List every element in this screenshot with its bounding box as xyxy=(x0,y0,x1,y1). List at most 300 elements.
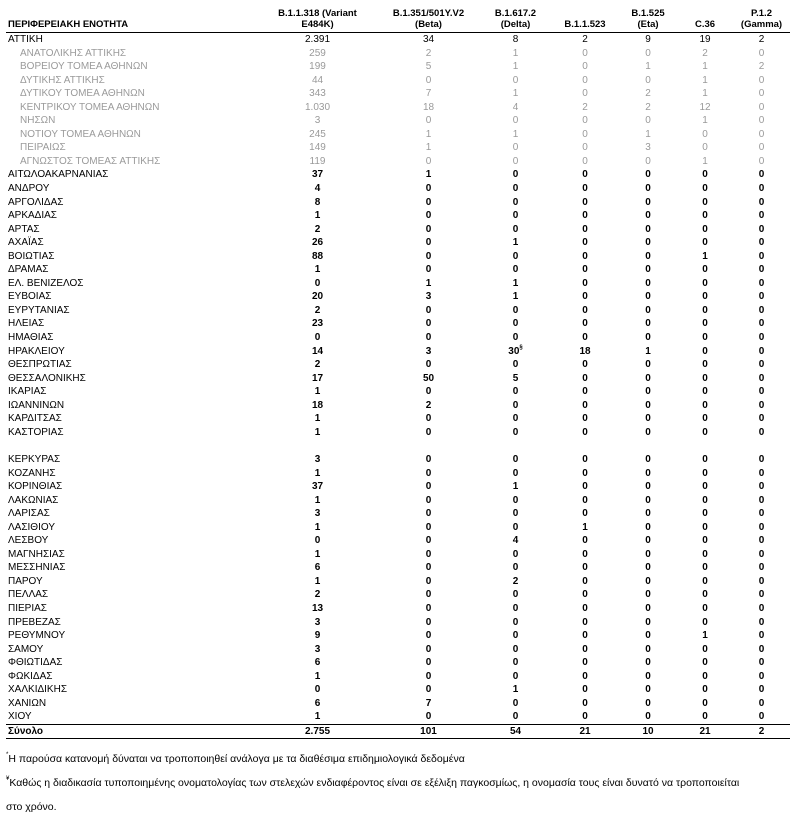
count-value: 0 xyxy=(645,169,651,181)
count-value: 0 xyxy=(645,250,651,262)
footnote-text: Καθώς η διαδικασία τυποποιημένης ονοματολογίας των στελεχών ενδιαφέροντος είναι σε εξέλιξη παγκοσμίως, η ονομασία τους είναι δυνατό να τροποποιείται xyxy=(9,777,740,789)
count-cell xyxy=(619,588,677,602)
count-cell xyxy=(480,724,551,739)
count-value: 0 xyxy=(582,47,588,59)
count-cell xyxy=(551,656,619,670)
count-value: 0 xyxy=(758,101,765,113)
count-cell xyxy=(551,426,619,440)
count-value: 0 xyxy=(425,467,432,479)
count-value: 0 xyxy=(758,413,765,425)
count-cell xyxy=(733,141,790,155)
column-header-line: (Beta) xyxy=(415,19,442,30)
count-value: 2 xyxy=(314,223,321,235)
count-value: 3 xyxy=(314,508,321,520)
count-value: 18 xyxy=(579,345,591,357)
count-value: 0 xyxy=(758,562,765,574)
count-value: 0 xyxy=(582,304,588,316)
count-cell xyxy=(258,724,377,739)
count-cell xyxy=(480,494,551,508)
count-value: 37 xyxy=(311,169,324,181)
count-value: 0 xyxy=(582,359,588,371)
count-value: 0 xyxy=(758,277,765,289)
region-name-cell xyxy=(6,426,258,440)
region-name-cell xyxy=(6,358,258,372)
count-cell xyxy=(619,209,677,223)
count-cell xyxy=(551,277,619,291)
count-value: 5 xyxy=(512,372,519,384)
count-value: 0 xyxy=(512,223,519,235)
count-value: 0 xyxy=(645,223,651,235)
count-value: 0 xyxy=(582,88,588,100)
count-cell xyxy=(480,345,551,359)
count-cell xyxy=(377,358,480,372)
count-value: 0 xyxy=(512,386,519,398)
count-value: 1 xyxy=(314,670,321,682)
count-cell xyxy=(677,345,733,359)
count-value: 0 xyxy=(425,657,432,669)
count-value: 0 xyxy=(702,426,708,438)
count-cell xyxy=(619,507,677,521)
count-cell xyxy=(733,277,790,291)
count-cell xyxy=(733,317,790,331)
count-value: 0 xyxy=(645,589,651,601)
count-cell xyxy=(377,263,480,277)
region-name: ΧΙΟΥ xyxy=(8,711,32,723)
count-value: 0 xyxy=(314,535,321,547)
count-value: 12 xyxy=(699,101,711,113)
region-name: ΠΡΕΒΕΖΑΣ xyxy=(8,616,61,628)
region-name: ΑΧΑΪΑΣ xyxy=(8,237,44,249)
count-value: 0 xyxy=(702,196,708,208)
region-name: ΙΚΑΡΙΑΣ xyxy=(8,386,47,398)
count-value: 3 xyxy=(314,115,321,127)
region-name-cell xyxy=(6,155,258,169)
region-name-cell xyxy=(6,128,258,142)
count-cell xyxy=(258,534,377,548)
count-value: 1 xyxy=(425,128,432,140)
count-cell xyxy=(551,182,619,196)
count-cell xyxy=(377,426,480,440)
count-value: 0 xyxy=(582,210,588,222)
count-value: 0 xyxy=(425,494,432,506)
count-cell xyxy=(619,304,677,318)
count-value: 0 xyxy=(582,169,588,181)
count-value: 0 xyxy=(582,562,588,574)
count-cell xyxy=(258,250,377,264)
count-cell xyxy=(733,101,790,115)
count-value: 199 xyxy=(309,61,326,73)
count-value: 37 xyxy=(311,481,324,493)
region-name-cell xyxy=(6,480,258,494)
count-value: 0 xyxy=(512,332,519,344)
count-cell xyxy=(480,548,551,562)
count-cell xyxy=(480,372,551,386)
count-cell xyxy=(258,345,377,359)
count-value: 0 xyxy=(425,250,432,262)
count-value: 0 xyxy=(758,345,765,357)
count-cell xyxy=(733,629,790,643)
count-cell xyxy=(258,196,377,210)
region-name: ΠΙΕΡΙΑΣ xyxy=(8,602,47,614)
count-value: 6 xyxy=(314,697,321,709)
count-cell xyxy=(258,643,377,657)
count-cell xyxy=(480,426,551,440)
region-name-cell xyxy=(6,697,258,711)
count-value: 0 xyxy=(758,508,765,520)
count-cell xyxy=(677,358,733,372)
count-value: 0 xyxy=(512,602,519,614)
count-cell xyxy=(377,467,480,481)
count-cell xyxy=(377,60,480,74)
count-cell xyxy=(619,155,677,169)
count-cell xyxy=(619,453,677,467)
column-header-line: B.1.525 xyxy=(631,8,665,19)
count-value: 1 xyxy=(425,142,432,154)
count-value: 0 xyxy=(425,237,432,249)
count-cell xyxy=(551,290,619,304)
count-cell xyxy=(619,33,677,47)
count-value: 3 xyxy=(314,453,321,465)
count-value: 0 xyxy=(702,142,708,154)
count-value: 0 xyxy=(582,332,588,344)
count-cell xyxy=(733,534,790,548)
table-row xyxy=(6,412,790,426)
count-value: 0 xyxy=(582,223,588,235)
table-row xyxy=(6,209,790,223)
count-value: 0 xyxy=(425,359,432,371)
count-value: 2 xyxy=(702,47,708,59)
count-cell xyxy=(619,697,677,711)
count-value: 0 xyxy=(582,155,588,167)
count-cell xyxy=(677,683,733,697)
count-value: 0 xyxy=(702,304,708,316)
count-cell xyxy=(619,643,677,657)
region-name-cell xyxy=(6,453,258,467)
count-value: 0 xyxy=(425,210,432,222)
table-row xyxy=(6,467,790,481)
count-cell xyxy=(258,683,377,697)
count-value: 0 xyxy=(702,575,708,587)
count-value: 0 xyxy=(702,264,708,276)
variant-distribution-table xyxy=(6,6,790,739)
count-cell xyxy=(551,304,619,318)
count-value: 0 xyxy=(702,548,708,560)
count-cell xyxy=(619,534,677,548)
count-cell xyxy=(377,724,480,739)
count-value: 0 xyxy=(314,332,321,344)
spacer-row xyxy=(6,439,790,453)
count-value: 2 xyxy=(425,47,432,59)
region-name: ΚΕΝΤΡΙΚΟΥ ΤΟΜΕΑ ΑΘΗΝΩΝ xyxy=(20,101,160,113)
count-cell xyxy=(258,128,377,142)
count-value: 0 xyxy=(425,684,432,696)
count-cell xyxy=(480,331,551,345)
count-value: 0 xyxy=(702,359,708,371)
column-header-variant xyxy=(551,6,619,33)
count-cell xyxy=(377,87,480,101)
count-cell xyxy=(377,399,480,413)
count-value: 149 xyxy=(309,142,326,154)
count-cell xyxy=(480,710,551,724)
count-cell xyxy=(677,439,733,453)
region-name-cell xyxy=(6,656,258,670)
region-name: Σύνολο xyxy=(8,725,44,737)
count-value: 0 xyxy=(425,521,432,533)
count-value: 0 xyxy=(702,521,708,533)
count-value: 2 xyxy=(512,575,519,587)
count-value: 0 xyxy=(645,183,651,195)
count-cell xyxy=(377,372,480,386)
count-cell xyxy=(258,358,377,372)
count-value: 0 xyxy=(582,697,588,709)
count-value: 0 xyxy=(645,508,651,520)
count-cell xyxy=(551,155,619,169)
region-name: ΚΕΡΚΥΡΑΣ xyxy=(8,453,61,465)
table-row xyxy=(6,223,790,237)
count-value: 0 xyxy=(425,386,432,398)
column-header-variant xyxy=(480,6,551,33)
count-cell xyxy=(619,480,677,494)
count-cell xyxy=(733,507,790,521)
count-value: 0 xyxy=(702,291,708,303)
region-name: ΕΥΒΟΙΑΣ xyxy=(8,291,52,303)
count-value: 0 xyxy=(645,602,651,614)
count-cell xyxy=(677,196,733,210)
count-value: 1 xyxy=(512,237,519,249)
count-value: 18 xyxy=(422,101,435,113)
count-value: 3 xyxy=(425,345,432,357)
count-cell xyxy=(619,426,677,440)
count-value: 0 xyxy=(512,264,519,276)
count-cell xyxy=(258,588,377,602)
column-header-line: B.1.617.2 xyxy=(494,8,537,19)
count-cell xyxy=(551,439,619,453)
region-name-cell xyxy=(6,331,258,345)
count-cell xyxy=(677,588,733,602)
count-cell xyxy=(619,629,677,643)
count-value: 0 xyxy=(645,453,651,465)
count-value: 0 xyxy=(582,142,588,154)
region-name-cell xyxy=(6,47,258,61)
table-row xyxy=(6,399,790,413)
count-cell xyxy=(619,575,677,589)
region-name: ΝΟΤΙΟΥ ΤΟΜΕΑ ΑΘΗΝΩΝ xyxy=(20,128,141,140)
count-value: 0 xyxy=(758,196,765,208)
count-cell xyxy=(377,155,480,169)
count-cell xyxy=(551,385,619,399)
count-cell xyxy=(551,507,619,521)
region-name-cell xyxy=(6,670,258,684)
region-name-cell xyxy=(6,372,258,386)
count-value: 2 xyxy=(314,359,321,371)
count-value: 0 xyxy=(425,670,432,682)
region-name-cell xyxy=(6,561,258,575)
count-cell xyxy=(377,710,480,724)
count-cell xyxy=(677,114,733,128)
region-name: ΦΩΚΙΔΑΣ xyxy=(8,670,53,682)
count-cell xyxy=(733,575,790,589)
count-cell xyxy=(258,412,377,426)
table-row xyxy=(6,561,790,575)
region-name: ΔΥΤΙΚΗΣ ΑΤΤΙΚΗΣ xyxy=(20,74,105,86)
count-cell xyxy=(733,155,790,169)
region-name: ΘΕΣΠΡΩΤΙΑΣ xyxy=(8,359,72,371)
count-value: 0 xyxy=(425,630,432,642)
region-name-cell xyxy=(6,575,258,589)
count-cell xyxy=(377,236,480,250)
region-name: ΑΙΤΩΛΟΑΚΑΡΝΑΝΙΑΣ xyxy=(8,169,109,181)
total-row xyxy=(6,724,790,739)
count-cell xyxy=(551,345,619,359)
region-name-cell xyxy=(6,182,258,196)
region-name-cell xyxy=(6,168,258,182)
table-row xyxy=(6,263,790,277)
count-cell xyxy=(619,263,677,277)
count-value: 1 xyxy=(512,481,519,493)
count-value: 0 xyxy=(702,697,708,709)
region-name-cell xyxy=(6,467,258,481)
count-cell xyxy=(480,656,551,670)
count-cell xyxy=(619,277,677,291)
count-value: 2 xyxy=(645,101,651,113)
count-value: 0 xyxy=(758,521,765,533)
count-value: 0 xyxy=(582,467,588,479)
table-header xyxy=(6,6,790,33)
count-cell xyxy=(677,710,733,724)
region-name-cell xyxy=(6,345,258,359)
count-cell xyxy=(677,236,733,250)
count-value: 0 xyxy=(512,426,519,438)
count-cell xyxy=(733,548,790,562)
count-cell xyxy=(619,60,677,74)
count-value: 0 xyxy=(425,575,432,587)
region-name: ΣΑΜΟΥ xyxy=(8,643,44,655)
table-row xyxy=(6,155,790,169)
count-cell xyxy=(377,521,480,535)
table-row xyxy=(6,345,790,359)
count-value: 0 xyxy=(645,264,651,276)
count-cell xyxy=(551,263,619,277)
count-value: 0 xyxy=(582,237,588,249)
table-row xyxy=(6,616,790,630)
count-value: 0 xyxy=(582,372,588,384)
count-value: 0 xyxy=(702,223,708,235)
count-cell xyxy=(677,209,733,223)
column-header-variant xyxy=(619,6,677,33)
count-cell xyxy=(733,47,790,61)
count-cell xyxy=(551,196,619,210)
count-value: 0 xyxy=(758,47,765,59)
count-cell xyxy=(258,101,377,115)
count-cell xyxy=(733,656,790,670)
region-name-cell xyxy=(6,114,258,128)
count-value: 1 xyxy=(645,61,651,73)
count-value: 1 xyxy=(314,467,321,479)
count-value: 0 xyxy=(758,684,765,696)
table-row xyxy=(6,74,790,88)
count-cell xyxy=(480,47,551,61)
count-cell xyxy=(677,304,733,318)
count-cell xyxy=(733,683,790,697)
count-value: 0 xyxy=(645,494,651,506)
count-cell xyxy=(377,128,480,142)
count-cell xyxy=(619,317,677,331)
count-cell xyxy=(551,467,619,481)
count-cell xyxy=(619,561,677,575)
count-cell xyxy=(377,141,480,155)
count-cell xyxy=(551,521,619,535)
count-cell xyxy=(258,548,377,562)
count-cell xyxy=(551,74,619,88)
count-value: 0 xyxy=(758,426,765,438)
count-cell xyxy=(619,399,677,413)
count-value: 0 xyxy=(645,575,651,587)
count-value: 0 xyxy=(645,467,651,479)
table-row xyxy=(6,534,790,548)
count-value: 0 xyxy=(758,332,765,344)
count-cell xyxy=(480,317,551,331)
count-value: 1 xyxy=(582,521,588,533)
count-cell xyxy=(551,683,619,697)
count-value: 0 xyxy=(582,657,588,669)
count-value: 0 xyxy=(425,602,432,614)
count-value: 0 xyxy=(582,413,588,425)
count-value: 0 xyxy=(758,155,765,167)
count-value: 30 xyxy=(508,345,520,357)
count-cell xyxy=(377,602,480,616)
count-cell xyxy=(377,588,480,602)
count-value: 0 xyxy=(582,386,588,398)
region-name: ΠΕΙΡΑΙΩΣ xyxy=(20,142,66,154)
count-cell xyxy=(480,507,551,521)
count-value: 1 xyxy=(314,413,321,425)
count-value: 0 xyxy=(702,643,708,655)
count-value: 0 xyxy=(512,169,519,181)
count-value: 17 xyxy=(311,372,324,384)
region-name: ΛΕΣΒΟΥ xyxy=(8,535,49,547)
count-value: 0 xyxy=(314,684,321,696)
count-cell xyxy=(258,602,377,616)
count-value: 0 xyxy=(758,237,765,249)
count-value: 0 xyxy=(512,643,519,655)
count-cell xyxy=(377,385,480,399)
count-cell xyxy=(733,209,790,223)
count-cell xyxy=(258,467,377,481)
count-value: 0 xyxy=(425,711,432,723)
count-value: 0 xyxy=(582,616,588,628)
count-value: 0 xyxy=(645,332,651,344)
count-cell xyxy=(677,60,733,74)
region-name: ΑΤΤΙΚΗ xyxy=(8,34,43,45)
count-value: 10 xyxy=(642,725,654,737)
count-cell xyxy=(677,182,733,196)
table-row xyxy=(6,683,790,697)
count-cell xyxy=(258,277,377,291)
count-value: 0 xyxy=(512,142,519,154)
count-value: 0 xyxy=(425,453,432,465)
region-name-cell xyxy=(6,317,258,331)
count-value: 0 xyxy=(512,508,519,520)
column-header-line: C.36 xyxy=(694,19,716,30)
count-value: 0 xyxy=(758,467,765,479)
count-cell xyxy=(733,250,790,264)
region-name: ΦΘΙΩΤΙΔΑΣ xyxy=(8,657,63,669)
region-name: ΑΡΓΟΛΙΔΑΣ xyxy=(8,196,64,208)
count-cell xyxy=(677,317,733,331)
count-cell xyxy=(480,87,551,101)
count-cell xyxy=(480,399,551,413)
count-cell xyxy=(258,656,377,670)
